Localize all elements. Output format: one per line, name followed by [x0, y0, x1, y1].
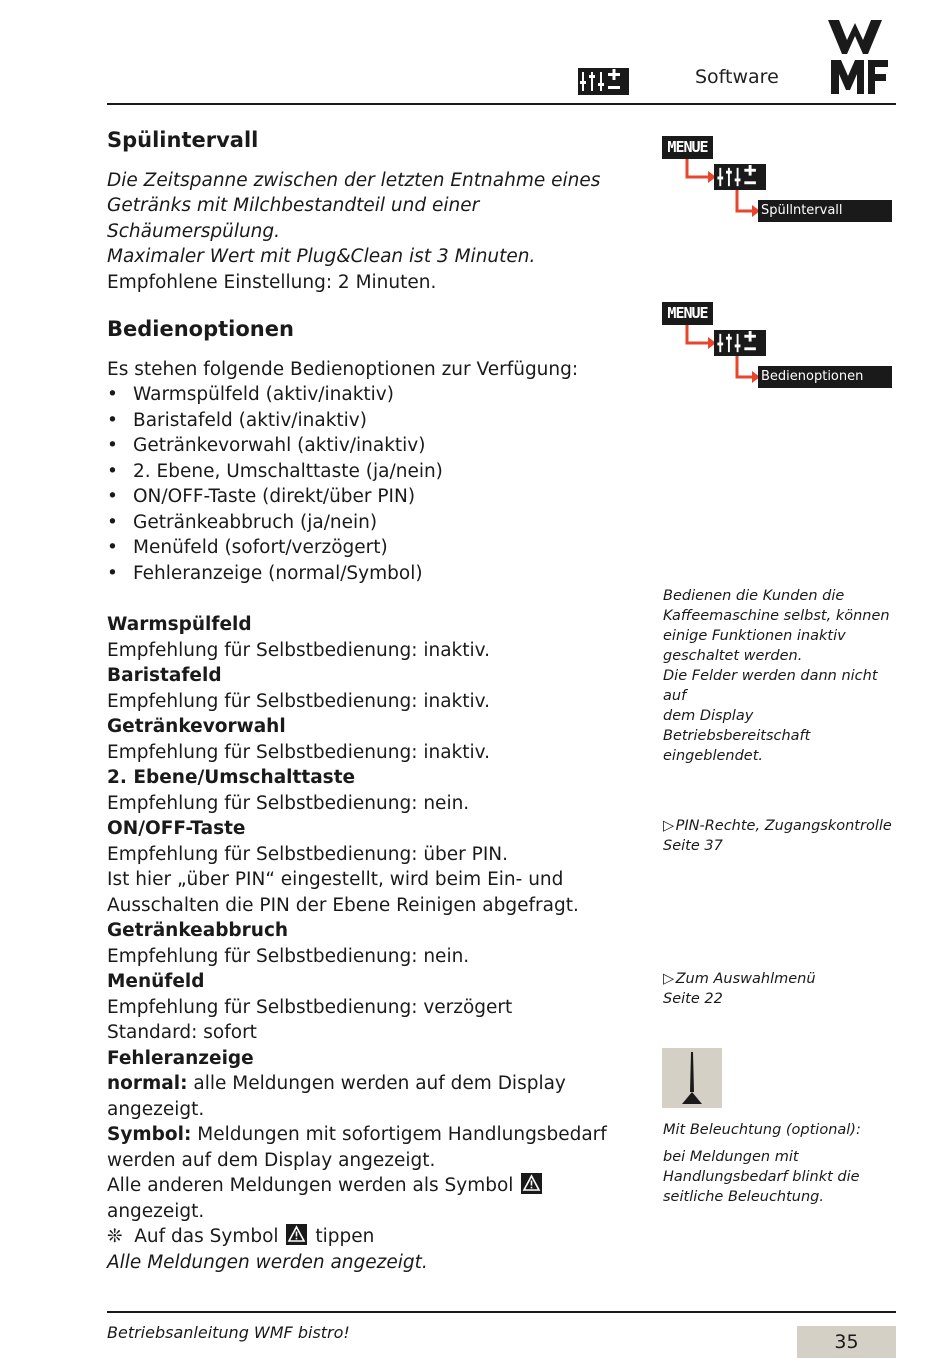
others-before: Alle anderen Meldungen werden als Symbol	[107, 1175, 520, 1196]
note-line: Handlungsbedarf blinkt die	[663, 1169, 860, 1185]
list-item: • Warmspülfeld (aktiv/inaktiv)	[107, 382, 637, 408]
fehleranzeige-symbol	[107, 1122, 637, 1148]
header-rule	[107, 103, 896, 105]
warning-icon	[521, 1173, 542, 1194]
options-list	[107, 382, 637, 586]
normal-text: alle Meldungen werden auf dem Display angezeigt.	[107, 1073, 566, 1120]
detail-title-getraenkevorwahl: Getränkevorwahl	[107, 716, 286, 737]
action-after: tippen	[309, 1226, 375, 1247]
fehleranzeige-action	[107, 1224, 637, 1250]
symbol-text-2: werden auf dem Display angezeigt.	[107, 1149, 436, 1171]
warning-icon	[286, 1224, 307, 1245]
list-item: • Fehleranzeige (normal/Symbol)	[107, 561, 637, 587]
main-content	[107, 128, 637, 1275]
note-line: einige Funktionen inaktiv	[663, 628, 846, 644]
note-line: Die Felder werden dann nicht auf	[663, 668, 878, 704]
spuelintervall-desc-2: Getränks mit Milchbestandteil und einer Schäumerspülung.	[107, 195, 480, 242]
list-item: • Getränkevorwahl (aktiv/inaktiv)	[107, 433, 637, 459]
detail-title-menuefeld: Menüfeld	[107, 971, 205, 992]
software-sliders-icon	[578, 68, 629, 95]
menu-path-spuelintervall	[662, 136, 894, 226]
list-item: • Getränkeabbruch (ja/nein)	[107, 510, 637, 536]
detail-extra-onoff-1: Ist hier „über PIN“ eingestellt, wird beim Ein- und	[107, 869, 564, 890]
detail-title-abbruch: Getränkeabbruch	[107, 920, 289, 941]
detail-text-baristafeld: Empfehlung für Selbstbedienung: inaktiv.	[107, 690, 491, 712]
note-light-title: Mit Beleuchtung (optional):	[663, 1122, 861, 1138]
ref-page: Seite 37	[663, 838, 723, 854]
detail-standard-menuefeld: Standard: sofort	[107, 1022, 257, 1043]
menu-target-label: Spüllntervall	[758, 200, 892, 222]
list-item: • ON/OFF-Taste (direkt/über PIN)	[107, 484, 637, 510]
detail-title-warmspuelfeld: Warmspülfeld	[107, 614, 252, 635]
note-kunden	[663, 586, 903, 766]
detail-title-ebene: 2. Ebene/Umschalttaste	[107, 767, 356, 788]
others-after: angezeigt.	[107, 1200, 205, 1222]
list-item: • Menüfeld (sofort/verzögert)	[107, 535, 637, 561]
action-before: Auf das Symbol	[134, 1226, 285, 1247]
detail-title-fehleranzeige: Fehleranzeige	[107, 1047, 254, 1069]
detail-text-abbruch: Empfehlung für Selbstbedienung: nein.	[107, 945, 470, 967]
section-title: Software	[695, 66, 779, 88]
fehleranzeige-result: Alle Meldungen werden angezeigt.	[107, 1251, 428, 1273]
heading-spuelintervall: Spülintervall	[107, 128, 259, 152]
spuelintervall-desc-3: Maximaler Wert mit Plug&Clean ist 3 Minuten.	[107, 246, 536, 267]
normal-label: normal:	[107, 1073, 188, 1094]
symbol-text-1: Meldungen mit sofortigem Handlungsbedarf	[191, 1124, 607, 1145]
detail-text-onoff: Empfehlung für Selbstbedienung: über PIN.	[107, 843, 509, 865]
ref-arrow-icon: ▷	[663, 971, 675, 987]
note-line: Kaffeemaschine selbst, können	[663, 608, 890, 624]
menu-path-bedienoptionen	[662, 302, 894, 392]
menu-target-label: Bedienoptionen	[758, 366, 892, 388]
detail-text-warmspuelfeld: Empfehlung für Selbstbedienung: inaktiv.	[107, 639, 491, 661]
ref-text: Zum Auswahlmenü	[675, 971, 816, 987]
ref-arrow-icon: ▷	[663, 818, 675, 834]
spuelintervall-recommendation: Empfohlene Einstellung: 2 Minuten.	[107, 271, 437, 293]
note-light	[663, 1147, 903, 1207]
note-line: seitliche Beleuchtung.	[663, 1189, 824, 1205]
detail-text-ebene: Empfehlung für Selbstbedienung: nein.	[107, 792, 470, 814]
list-item: • 2. Ebene, Umschalttaste (ja/nein)	[107, 459, 637, 485]
bedienoptionen-intro: Es stehen folgende Bedienoptionen zur Verfügung:	[107, 358, 579, 380]
note-line: geschaltet werden.	[663, 648, 803, 664]
ref-text: PIN-Rechte, Zugangskontrolle	[675, 818, 892, 834]
note-line: eingeblendet.	[663, 748, 764, 764]
symbol-label: Symbol:	[107, 1124, 192, 1145]
heading-bedienoptionen: Bedienoptionen	[107, 317, 294, 341]
menue-key-icon: MENUE	[662, 136, 713, 159]
software-sliders-icon	[714, 330, 766, 356]
detail-text-menuefeld: Empfehlung für Selbstbedienung: verzögert	[107, 996, 513, 1018]
note-line: bei Meldungen mit	[663, 1149, 799, 1165]
note-line: Bedienen die Kunden die	[663, 588, 845, 604]
software-sliders-icon	[714, 164, 766, 190]
detail-text-getraenkevorwahl: Empfehlung für Selbstbedienung: inaktiv.	[107, 741, 491, 763]
footer-title: Betriebsanleitung WMF bistro!	[107, 1323, 350, 1342]
wmf-logo	[828, 20, 890, 96]
fehleranzeige-others	[107, 1173, 637, 1224]
ref-menu[interactable]	[663, 969, 903, 1009]
ref-page: Seite 22	[663, 991, 723, 1007]
page-number: 35	[797, 1326, 896, 1358]
detail-title-baristafeld: Baristafeld	[107, 665, 222, 686]
footer-rule	[107, 1311, 896, 1313]
fehleranzeige-normal	[107, 1071, 637, 1122]
menue-key-icon: MENUE	[662, 302, 713, 325]
detail-title-onoff: ON/OFF-Taste	[107, 818, 246, 839]
note-line: dem Display Betriebsbereitschaft	[663, 708, 811, 744]
list-item: • Baristafeld (aktiv/inaktiv)	[107, 408, 637, 434]
tap-action-icon: ❊	[107, 1226, 123, 1247]
exclamation-icon	[662, 1048, 722, 1108]
spuelintervall-desc-1: Die Zeitspanne zwischen der letzten Entnahme eines	[107, 169, 601, 191]
ref-pin[interactable]	[663, 816, 903, 856]
detail-extra-onoff-2: Ausschalten die PIN der Ebene Reinigen abgefragt.	[107, 894, 579, 916]
